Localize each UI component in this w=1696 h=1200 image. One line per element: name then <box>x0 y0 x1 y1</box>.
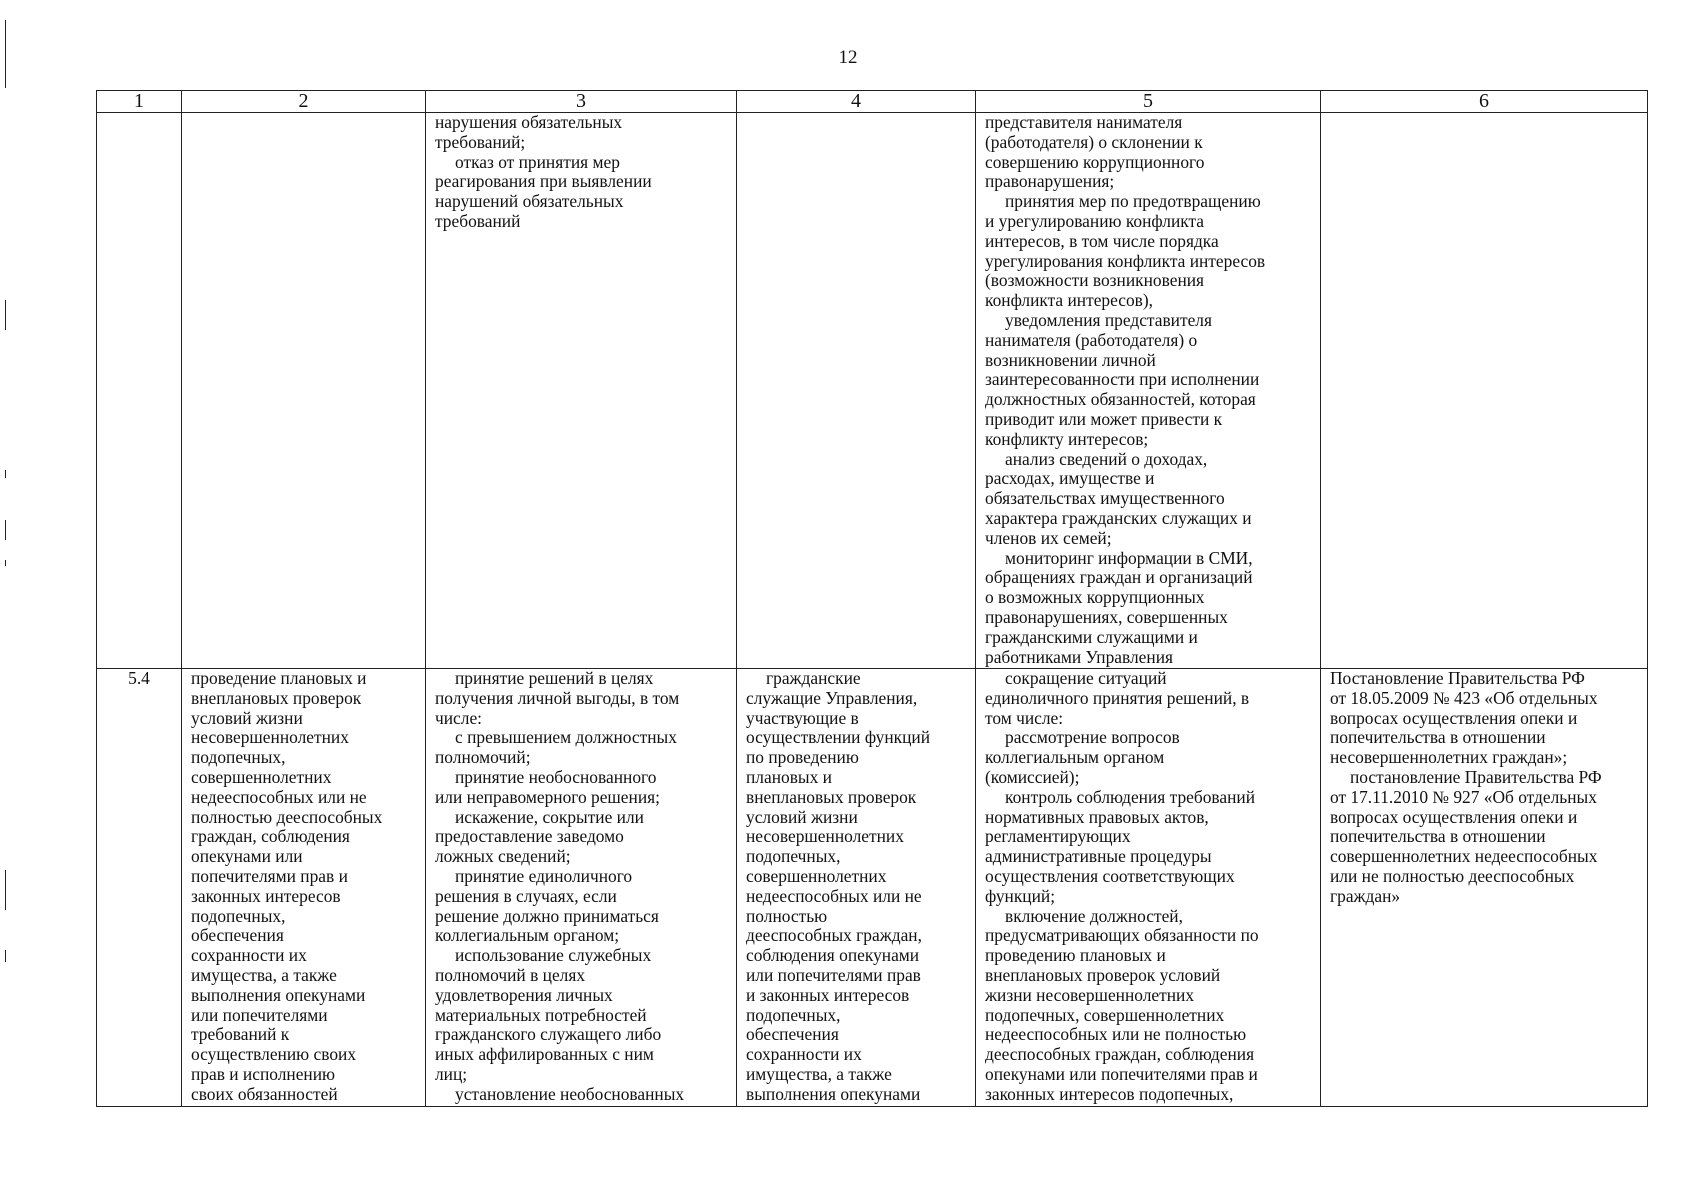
cell-line: внеплановых проверок условий <box>985 964 1221 985</box>
cell-line: приводит или может привести к <box>985 408 1223 429</box>
cell-line: отказ от принятия мер <box>455 151 620 172</box>
cell-line: контроль соблюдения требований <box>1005 786 1256 807</box>
cell-line: дееспособных граждан, <box>746 925 922 946</box>
cell-line: вопросах осуществления опеки и <box>1330 707 1578 728</box>
scan-edge-marks <box>5 0 8 1200</box>
cell-line: искажение, сокрытие или <box>455 806 644 827</box>
cell-line: обращениях граждан и организаций <box>985 567 1253 588</box>
cell-line: законных интересов <box>191 885 341 906</box>
cell-line: нанимателя (работодателя) о <box>985 329 1198 350</box>
cell-line: подопечных, <box>746 846 841 867</box>
cell-measures <box>976 113 1321 669</box>
cell-line: от 18.05.2009 № 423 «Об отдельных <box>1330 687 1598 708</box>
cell-line: условий жизни <box>191 707 303 728</box>
cell-line: своих обязанностей <box>191 1083 338 1104</box>
cell-line: ложных сведений; <box>435 846 571 867</box>
cell-line: выполнения опекунами <box>746 1083 921 1104</box>
cell-line: коллегиальным органом; <box>435 925 620 946</box>
table-row <box>97 669 1648 1107</box>
cell-line: осуществлению своих <box>191 1044 357 1065</box>
cell-risk <box>426 113 737 669</box>
cell-line: представителя нанимателя <box>985 112 1183 132</box>
cell-function <box>182 113 426 669</box>
cell-line: материальных потребностей <box>435 1004 647 1025</box>
cell-line: полностью дееспособных <box>191 806 383 827</box>
cell-line: нормативных правовых актов, <box>985 806 1209 827</box>
cell-line: требований; <box>435 131 526 152</box>
measures-table <box>96 90 1648 1107</box>
column-header: 4 <box>737 91 976 113</box>
cell-line: получения личной выгоды, в том <box>435 687 680 708</box>
cell-line: требований <box>435 210 521 231</box>
cell-line: работниками Управления <box>985 646 1174 667</box>
cell-line: внеплановых проверок <box>746 786 917 807</box>
cell-line: проведению плановых и <box>985 945 1166 966</box>
cell-line: должностных обязанностей, которая <box>985 389 1256 410</box>
cell-line: сохранности их <box>746 1044 862 1065</box>
cell-line: полномочий в целях <box>435 964 586 985</box>
cell-line: заинтересованности при исполнении <box>985 369 1260 390</box>
cell-line: (комиссией); <box>985 766 1080 787</box>
cell-line: осуществлении функций <box>746 727 931 748</box>
cell-line: внеплановых проверок <box>191 687 362 708</box>
cell-legal-basis <box>1321 669 1648 1107</box>
cell-line: совершеннолетних <box>746 865 887 886</box>
cell-legal-basis <box>1321 113 1648 669</box>
cell-line: Постановление Правительства РФ <box>1330 668 1585 688</box>
cell-line: нарушения обязательных <box>435 112 623 132</box>
cell-line: выполнения опекунами <box>191 984 366 1005</box>
cell-risk <box>426 669 737 1107</box>
cell-line: подопечных, <box>191 905 286 926</box>
cell-line: несовершеннолетних <box>191 727 349 748</box>
cell-line: удовлетворения личных <box>435 984 613 1005</box>
cell-line: постановление Правительства РФ <box>1350 766 1602 787</box>
cell-line: имущества, а также <box>191 964 337 985</box>
cell-line: совершению коррупционного <box>985 151 1205 172</box>
cell-line: конфликту интересов; <box>985 428 1149 449</box>
cell-line: жизни несовершеннолетних <box>985 984 1195 1005</box>
cell-line: участвующие в <box>746 707 859 728</box>
cell-line: мониторинг информации в СМИ, <box>1005 547 1253 568</box>
cell-line: условий жизни <box>746 806 858 827</box>
cell-line: регламентирующих <box>985 826 1131 847</box>
cell-line: попечителями прав и <box>191 865 348 886</box>
column-header: 3 <box>426 91 737 113</box>
cell-line: опекунами или <box>191 846 303 867</box>
column-header: 1 <box>97 91 182 113</box>
cell-function <box>182 669 426 1107</box>
cell-line: иных аффилированных с ним <box>435 1044 654 1065</box>
cell-line: характера гражданских служащих и <box>985 507 1252 528</box>
cell-line: подопечных, <box>191 747 286 768</box>
cell-line: гражданского служащего либо <box>435 1024 662 1045</box>
cell-line: сохранности их <box>191 945 307 966</box>
cell-line: совершеннолетних <box>191 766 332 787</box>
cell-line: полномочий; <box>435 747 531 768</box>
cell-line: недееспособных или не полностью <box>985 1024 1247 1045</box>
cell-line: использование служебных <box>455 945 652 966</box>
cell-line: принятие единоличного <box>455 865 633 886</box>
cell-line: граждан» <box>1330 885 1401 906</box>
cell-line: обеспечения <box>746 1024 839 1045</box>
cell-line: включение должностей, <box>1005 905 1183 926</box>
cell-line: требований к <box>191 1024 290 1045</box>
cell-line: дееспособных граждан, соблюдения <box>985 1044 1255 1065</box>
cell-line: попечительства в отношении <box>1330 727 1546 748</box>
cell-line: или попечителями <box>191 1004 328 1025</box>
cell-line: несовершеннолетних <box>746 826 904 847</box>
cell-line: подопечных, <box>746 1004 841 1025</box>
cell-line: полностью <box>746 905 828 926</box>
cell-number <box>97 113 182 669</box>
cell-line: анализ сведений о доходах, <box>1005 448 1208 469</box>
cell-line: недееспособных или не <box>191 786 367 807</box>
cell-line: осуществления соответствующих <box>985 865 1235 886</box>
cell-line: числе: <box>435 707 483 728</box>
cell-line: предоставление заведомо <box>435 826 624 847</box>
cell-positions <box>737 669 976 1107</box>
cell-line: расходах, имуществе и <box>985 468 1155 489</box>
cell-line: законных интересов подопечных, <box>985 1083 1234 1104</box>
cell-line: или неправомерного решения; <box>435 786 660 807</box>
cell-line: принятие необоснованного <box>455 766 657 787</box>
cell-line: принятие решений в целях <box>455 668 654 688</box>
cell-line: соблюдения опекунами <box>746 945 920 966</box>
cell-line: имущества, а также <box>746 1063 892 1084</box>
cell-line: членов их семей; <box>985 527 1112 548</box>
column-header: 2 <box>182 91 426 113</box>
cell-line: проведение плановых и <box>191 668 367 688</box>
cell-measures <box>976 669 1321 1107</box>
cell-line: прав и исполнению <box>191 1063 336 1084</box>
cell-line: совершеннолетних недееспособных <box>1330 846 1598 867</box>
cell-line: административные процедуры <box>985 846 1212 867</box>
cell-line: (работодателя) о склонении к <box>985 131 1203 152</box>
cell-line: о возможных коррупционных <box>985 587 1205 608</box>
cell-line: решения в случаях, если <box>435 885 617 906</box>
cell-line: опекунами или попечителями прав и <box>985 1063 1258 1084</box>
cell-line: правонарушениях, совершенных <box>985 606 1228 627</box>
cell-line: 5.4 <box>128 668 150 688</box>
cell-line: гражданские <box>766 668 861 688</box>
cell-line: обеспечения <box>191 925 284 946</box>
cell-line: нарушений обязательных <box>435 191 624 212</box>
cell-line: интересов, в том числе порядка <box>985 230 1219 251</box>
cell-line: лиц; <box>435 1063 468 1084</box>
cell-line: конфликта интересов), <box>985 290 1154 311</box>
cell-line: от 17.11.2010 № 927 «Об отдельных <box>1330 786 1597 807</box>
cell-line: коллегиальным органом <box>985 747 1165 768</box>
cell-line: обязательствах имущественного <box>985 488 1225 509</box>
table-header-row <box>97 91 1648 113</box>
cell-line: по проведению <box>746 747 859 768</box>
cell-line: плановых и <box>746 766 832 787</box>
cell-line: рассмотрение вопросов <box>1005 727 1180 748</box>
cell-line: или попечителями прав <box>746 964 921 985</box>
table-row <box>97 113 1648 669</box>
cell-line: правонарушения; <box>985 171 1115 192</box>
cell-line: несовершеннолетних граждан»; <box>1330 747 1568 768</box>
cell-number <box>97 669 182 1107</box>
cell-line: урегулирования конфликта интересов <box>985 250 1266 271</box>
cell-line: реагирования при выявлении <box>435 171 652 192</box>
cell-line: или не полностью дееспособных <box>1330 865 1575 886</box>
cell-positions <box>737 113 976 669</box>
cell-line: служащие Управления, <box>746 687 918 708</box>
cell-line: предусматривающих обязанности по <box>985 925 1259 946</box>
cell-line: недееспособных или не <box>746 885 922 906</box>
cell-line: и законных интересов <box>746 984 910 1005</box>
cell-line: уведомления представителя <box>1005 309 1212 330</box>
cell-line: принятия мер по предотвращению <box>1005 191 1261 212</box>
page-number: 12 <box>838 47 858 68</box>
column-header: 6 <box>1321 91 1648 113</box>
column-header: 5 <box>976 91 1321 113</box>
cell-line: (возможности возникновения <box>985 270 1205 291</box>
cell-line: функций; <box>985 885 1056 906</box>
cell-line: сокращение ситуаций <box>1005 668 1167 688</box>
cell-line: попечительства в отношении <box>1330 826 1546 847</box>
cell-line: решение должно приниматься <box>435 905 659 926</box>
cell-line: граждан, соблюдения <box>191 826 350 847</box>
cell-line: с превышением должностных <box>455 727 677 748</box>
cell-line: гражданскими служащими и <box>985 626 1198 647</box>
cell-line: вопросах осуществления опеки и <box>1330 806 1578 827</box>
cell-line: подопечных, совершеннолетних <box>985 1004 1225 1025</box>
cell-line: возникновении личной <box>985 349 1156 370</box>
cell-line: том числе: <box>985 707 1064 728</box>
cell-line: установление необоснованных <box>455 1083 685 1104</box>
cell-line: единоличного принятия решений, в <box>985 687 1250 708</box>
cell-line: и урегулированию конфликта <box>985 210 1204 231</box>
